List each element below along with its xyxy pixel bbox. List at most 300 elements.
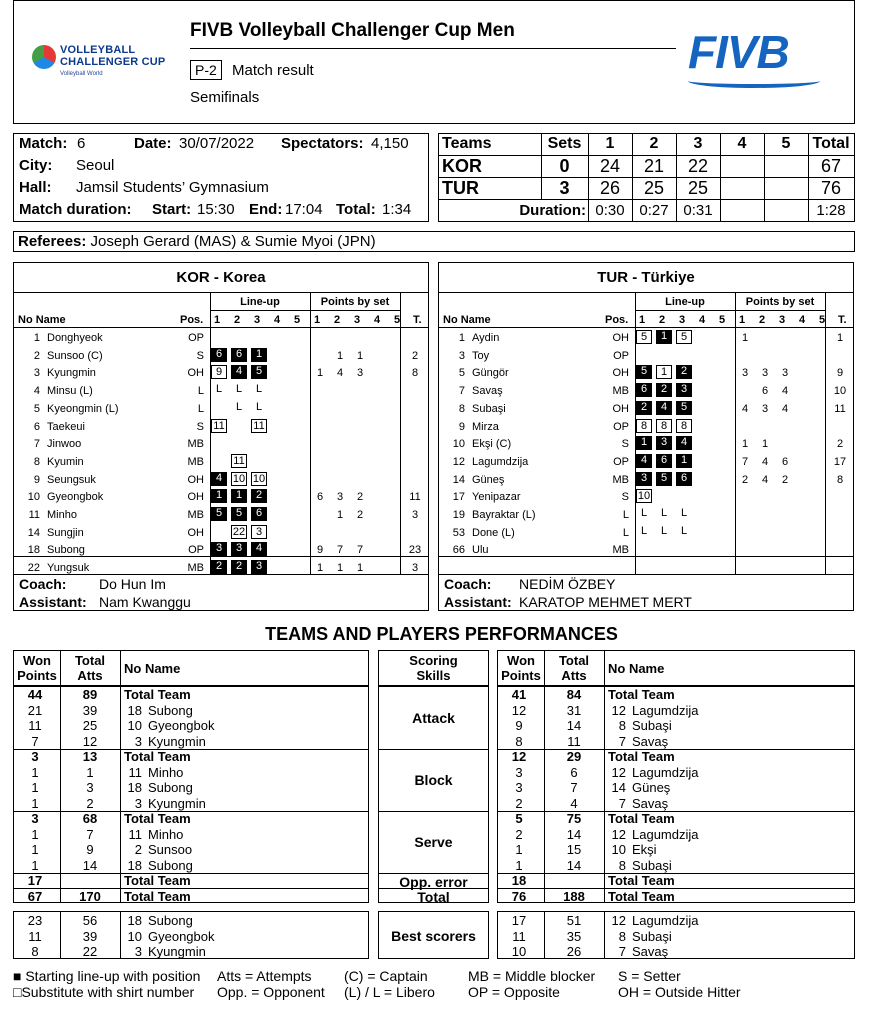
player-number: 8 <box>618 928 626 944</box>
total-points: 3 <box>411 562 419 575</box>
won-points: 18 <box>511 873 527 888</box>
total-points: 1 <box>836 332 844 344</box>
player-position: MB <box>612 385 629 398</box>
player-position: OP <box>188 544 204 557</box>
total-points: 2 <box>836 438 844 451</box>
player-name: Subong <box>148 857 193 873</box>
skill-label: Opp. error <box>399 874 468 890</box>
lineup-box: 11 <box>251 419 267 433</box>
total-atts: 31 <box>566 702 582 718</box>
set1-duration: 0:30 <box>595 202 625 219</box>
kor-best-scorers <box>13 911 369 959</box>
roster-hline <box>14 327 428 328</box>
kor-set1: 24 <box>599 156 621 176</box>
kor-total: 67 <box>820 156 842 176</box>
won-points: 3 <box>515 764 523 780</box>
won-points-header-2: Points <box>17 668 57 683</box>
roster-subline <box>635 310 825 311</box>
player-row <box>439 348 853 366</box>
total-team-label: Total Team <box>124 749 191 764</box>
player-row <box>14 472 428 490</box>
player-name: Gyeongbok <box>148 718 215 733</box>
player-position: S <box>196 420 204 433</box>
best-scorers-label-box <box>378 911 489 959</box>
tur-best-scorers <box>497 911 855 959</box>
player-number: 3 <box>134 733 142 749</box>
set-points: 3 <box>781 367 789 380</box>
lineup-box: 6 <box>636 383 652 397</box>
legend-atts: Atts = Attempts <box>217 968 312 984</box>
perf-hline <box>14 873 368 874</box>
player-row <box>14 401 428 419</box>
set-points: 1 <box>741 332 749 344</box>
won-points: 17 <box>27 873 43 888</box>
won-points: 5 <box>515 811 523 826</box>
player-number: 12 <box>611 913 626 928</box>
pos-header: Pos. <box>605 314 629 326</box>
lineup-box: 8 <box>636 419 652 433</box>
lineup-set-header: 2 <box>659 314 666 326</box>
player-position: OH <box>187 526 204 539</box>
player-number: 12 <box>611 826 626 842</box>
legend-libero: (L) / L = Libero <box>344 984 435 1000</box>
lineup-box: 8 <box>676 419 692 433</box>
lineup-box: 1 <box>656 330 672 344</box>
hall-value: Jamsil Students’ Gymnasium <box>76 179 269 196</box>
won-points: 2 <box>515 826 523 842</box>
player-name: Minsu (L) <box>47 385 93 398</box>
player-name: Subong <box>148 702 193 718</box>
lineup-box: L <box>215 383 223 396</box>
assistant-label: Assistant: <box>19 594 87 610</box>
player-number: 8 <box>458 402 465 415</box>
points-set-header: 4 <box>799 314 806 326</box>
set2-header: 2 <box>649 135 659 152</box>
roster-hline <box>439 327 853 328</box>
won-points: 1 <box>31 842 39 857</box>
player-position: OP <box>613 420 629 433</box>
set-points: 7 <box>336 544 344 557</box>
won-points: 11 <box>28 718 42 733</box>
legend-substitute: □Substitute with shirt number <box>13 984 195 1000</box>
player-number: 8 <box>33 455 40 468</box>
spectators-label: Spectators: <box>281 135 364 152</box>
roster-hline <box>439 574 853 575</box>
player-number: 14 <box>611 780 626 795</box>
legend-oh: OH = Outside Hitter <box>618 984 741 1000</box>
player-name: Mirza <box>472 420 499 433</box>
player-name: Subong <box>47 544 85 557</box>
city-value: Seoul <box>76 157 115 174</box>
total-header: Total <box>812 135 850 152</box>
player-position: OH <box>187 473 204 486</box>
legend-starting: ■ Starting line-up with position <box>13 968 201 984</box>
player-number: 18 <box>127 780 142 795</box>
set-points: 9 <box>316 544 324 557</box>
lineup-box: 22 <box>232 525 246 538</box>
duration-label: Duration: <box>519 202 586 219</box>
player-number: 12 <box>611 702 626 718</box>
total-atts: 2 <box>86 795 94 811</box>
lineup-box: 9 <box>211 365 227 379</box>
player-number: 10 <box>611 842 626 857</box>
player-number: 3 <box>134 795 142 811</box>
best-scorers-label: Best scorers <box>391 928 476 944</box>
set-points: 1 <box>356 349 364 362</box>
match-type: Match result <box>232 62 314 79</box>
match-code: P-2 <box>190 60 222 80</box>
player-number: 7 <box>618 944 626 959</box>
match-number: 6 <box>77 135 86 152</box>
lineup-header: Line-up <box>665 296 705 308</box>
set-points: 1 <box>336 562 344 575</box>
player-row <box>14 525 428 543</box>
best-points: 17 <box>511 913 527 928</box>
player-name: Ekşi <box>632 842 657 857</box>
best-vline <box>120 912 121 958</box>
player-name: Kyungmin <box>148 944 206 959</box>
lineup-box: 3 <box>676 383 692 397</box>
assistant-row <box>19 594 191 610</box>
player-name: Bayraktar (L) <box>472 509 536 521</box>
coach-label: Coach: <box>444 576 492 592</box>
total-team-label: Total Team <box>608 888 675 904</box>
match-label: Match: <box>19 135 68 152</box>
lineup-box: 5 <box>636 365 652 379</box>
coach-name: NEDİM ÖZBEY <box>519 576 616 592</box>
total-atts-header-2: Atts <box>77 668 103 683</box>
player-name: Subong <box>148 780 193 795</box>
total-points: 23 <box>408 544 422 557</box>
kor-performance-table <box>13 650 369 903</box>
duration-label: Match duration: <box>19 201 132 218</box>
best-atts: 26 <box>566 944 582 959</box>
player-name: Kyungmin <box>148 733 206 749</box>
info-row-1 <box>19 135 409 152</box>
legend-captain: (C) = Captain <box>344 968 428 984</box>
player-number: 18 <box>27 544 40 557</box>
total-points-header: T. <box>413 314 422 326</box>
total-team-label: Total Team <box>124 811 191 826</box>
total-team-label: Total Team <box>608 687 675 702</box>
won-points: 41 <box>511 687 527 702</box>
tur-performance-table <box>497 650 855 903</box>
referees-label: Referees: <box>18 233 87 250</box>
legend-opp: Opp. = Opponent <box>217 984 325 1000</box>
lineup-box: 1 <box>636 436 652 450</box>
points-set-header: 1 <box>314 314 321 326</box>
player-name: Sunsoo (C) <box>47 349 103 362</box>
player-name: Savaş <box>632 944 669 959</box>
assistant-row <box>444 594 692 610</box>
player-position: L <box>197 385 204 398</box>
player-name: Güneş <box>632 780 671 795</box>
lineup-box: L <box>255 400 263 413</box>
player-number: 7 <box>33 438 40 451</box>
set-points: 2 <box>356 509 364 521</box>
lineup-box: L <box>660 507 668 519</box>
player-name: Minho <box>148 826 184 842</box>
player-number: 14 <box>452 473 465 486</box>
lineup-set-header: 1 <box>214 314 221 326</box>
logo-text-1: VOLLEYBALL <box>60 44 136 56</box>
points-set-header: 3 <box>779 314 786 326</box>
set-points: 1 <box>336 349 344 362</box>
points-by-set-header: Points by set <box>745 296 815 308</box>
total-atts: 89 <box>82 687 98 702</box>
lineup-box: 2 <box>251 489 267 503</box>
player-number: 3 <box>134 944 142 959</box>
player-number: 11 <box>128 826 142 842</box>
player-row <box>439 489 853 507</box>
player-number: 12 <box>611 764 626 780</box>
end-label: End: <box>249 201 283 218</box>
challenger-cup-logo <box>32 42 182 82</box>
player-number: 18 <box>127 913 142 928</box>
total-atts-header-1: Total <box>558 653 590 668</box>
player-name: Güneş <box>472 473 505 486</box>
volleyball-icon <box>32 45 56 69</box>
kor-sets: 0 <box>559 156 570 176</box>
lineup-set-header: 4 <box>274 314 281 326</box>
lineup-box: L <box>640 507 648 519</box>
points-set-header: 3 <box>354 314 361 326</box>
set-points: 6 <box>781 455 789 468</box>
player-row <box>14 542 428 560</box>
coach-row <box>444 576 616 592</box>
pos-header: Pos. <box>180 314 204 326</box>
won-points: 1 <box>31 857 39 873</box>
total-points: 3 <box>411 509 419 521</box>
player-row <box>14 383 428 401</box>
total-atts: 39 <box>82 702 98 718</box>
player-name: Kyumin <box>47 455 84 468</box>
player-row <box>14 348 428 366</box>
player-row <box>439 365 853 383</box>
lineup-box: 6 <box>251 507 267 521</box>
set-points: 2 <box>741 473 749 486</box>
fivb-logo-text: FIVB <box>688 26 789 78</box>
player-name: Lagumdzija <box>632 702 699 718</box>
won-points: 1 <box>31 780 39 795</box>
lineup-box: L <box>680 524 688 537</box>
player-name: Subaşi <box>632 857 672 873</box>
teams-header: Teams <box>442 135 492 152</box>
player-position: L <box>622 526 629 539</box>
total-team-label: Total Team <box>124 873 191 888</box>
perf-hline <box>498 873 854 874</box>
player-name: Lagumdzija <box>632 913 699 928</box>
lineup-box: 6 <box>676 472 692 486</box>
player-name: Sungjin <box>47 526 84 539</box>
lineup-set-header: 3 <box>679 314 686 326</box>
lineup-box: 6 <box>656 454 672 468</box>
set-points: 1 <box>741 438 749 451</box>
player-name: Subaşi <box>472 402 506 415</box>
player-position: OP <box>613 349 629 362</box>
lineup-box: 1 <box>656 365 672 379</box>
player-name: Lagumdzija <box>632 826 699 842</box>
referees-names: Joseph Gerard (MAS) & Sumie Myoi (JPN) <box>90 233 376 250</box>
points-set-header: 5 <box>819 314 826 326</box>
player-position: L <box>197 402 204 415</box>
lineup-box: 4 <box>211 472 227 486</box>
player-name: Donghyeok <box>47 332 103 344</box>
set-points: 1 <box>316 367 324 380</box>
lineup-box: 4 <box>676 436 692 450</box>
perf-vline <box>120 651 121 902</box>
set-points: 2 <box>781 473 789 486</box>
player-number: 8 <box>618 857 626 873</box>
lineup-set-header: 2 <box>234 314 241 326</box>
best-points: 11 <box>28 928 42 944</box>
total-points: 11 <box>409 491 421 504</box>
player-name: Lagumdzija <box>632 764 699 780</box>
assistant-name: Nam Kwanggu <box>99 594 191 610</box>
player-number: 1 <box>33 332 40 344</box>
set3-duration: 0:31 <box>683 202 713 219</box>
lineup-box: 8 <box>656 419 672 433</box>
points-set-header: 2 <box>759 314 766 326</box>
total-team-label: Total Team <box>608 749 675 764</box>
best-atts: 22 <box>82 944 98 959</box>
best-points: 8 <box>31 944 39 959</box>
player-row <box>439 542 853 560</box>
player-row <box>14 330 428 348</box>
player-position: OP <box>188 332 204 344</box>
player-name: Savaş <box>472 385 503 398</box>
best-atts: 56 <box>82 913 98 928</box>
coach-name: Do Hun Im <box>99 576 166 592</box>
player-number: 18 <box>127 857 142 873</box>
total-atts: 25 <box>82 718 98 733</box>
total-value: 1:34 <box>382 201 412 218</box>
set-points: 1 <box>761 438 769 451</box>
lineup-box: 4 <box>636 454 652 468</box>
lineup-box: L <box>235 400 243 413</box>
won-points: 1 <box>515 857 523 873</box>
player-position: S <box>196 349 204 362</box>
player-position: MB <box>612 473 629 486</box>
player-row <box>439 436 853 454</box>
city-label: City: <box>19 157 53 174</box>
total-atts: 12 <box>82 733 98 749</box>
roster-subline <box>210 310 400 311</box>
player-row <box>439 383 853 401</box>
lineup-box: 2 <box>636 401 652 415</box>
legend-setter: S = Setter <box>618 968 681 984</box>
lineup-box: 5 <box>656 472 672 486</box>
set-points: 4 <box>781 385 789 398</box>
total-points-header: T. <box>838 314 847 326</box>
player-name: Lagumdzija <box>472 455 529 468</box>
set-points: 2 <box>356 491 364 504</box>
player-position: OH <box>612 367 629 380</box>
player-name: Gyeongbok <box>47 491 104 504</box>
start-label: Start: <box>152 201 192 218</box>
sets-header: Sets <box>547 135 582 152</box>
fivb-logo <box>688 26 820 98</box>
lineup-box: 10 <box>232 472 246 485</box>
total-atts: 3 <box>86 780 94 795</box>
player-name: Minho <box>148 764 184 780</box>
lineup-box: L <box>235 383 243 396</box>
lineup-box: 2 <box>231 560 247 574</box>
tur-set3: 25 <box>687 178 709 198</box>
player-name: Yungsuk <box>47 562 90 575</box>
lineup-box: 3 <box>656 436 672 450</box>
total-atts-header-2: Atts <box>561 668 587 683</box>
player-name: Savaş <box>632 733 669 749</box>
total-label: Total: <box>336 201 376 218</box>
lineup-box: 3 <box>636 472 652 486</box>
lineup-box: 1 <box>676 454 692 468</box>
player-name: Minho <box>47 509 77 521</box>
total-points: 9 <box>836 367 844 380</box>
set-points: 6 <box>316 491 324 504</box>
kor-set2: 21 <box>643 156 665 176</box>
set-points: 7 <box>741 455 749 468</box>
won-points: 1 <box>31 826 39 842</box>
player-name: Kyungmin <box>148 795 206 811</box>
total-atts: 170 <box>79 888 101 904</box>
total-atts: 11 <box>567 733 581 749</box>
player-name: Aydin <box>472 332 500 344</box>
lineup-box: 4 <box>251 542 267 556</box>
player-row <box>439 525 853 543</box>
player-position: MB <box>612 544 629 557</box>
player-number: 10 <box>127 928 142 944</box>
set3-header: 3 <box>693 135 703 152</box>
total-atts: 29 <box>566 749 582 764</box>
player-row <box>14 365 428 383</box>
no-name-header: No Name <box>443 314 491 326</box>
set-points: 1 <box>356 562 364 575</box>
set1-header: 1 <box>605 135 615 152</box>
won-points: 3 <box>31 749 39 764</box>
player-name: Ekşi (C) <box>472 438 512 451</box>
lineup-box: 4 <box>656 401 672 415</box>
date-value: 30/07/2022 <box>179 135 255 152</box>
best-points: 11 <box>512 928 526 944</box>
match-info-box <box>13 133 429 222</box>
total-atts: 14 <box>566 826 582 842</box>
best-points: 10 <box>511 944 527 959</box>
player-position: S <box>621 438 629 451</box>
player-number: 2 <box>134 842 142 857</box>
fivb-swoosh <box>688 74 820 88</box>
player-number: 4 <box>33 385 40 398</box>
player-number: 7 <box>618 795 626 811</box>
start-value: 15:30 <box>197 201 235 218</box>
player-number: 7 <box>618 733 626 749</box>
total-duration: 1:28 <box>816 202 846 219</box>
lineup-set-header: 3 <box>254 314 261 326</box>
lineup-box: 11 <box>211 419 227 433</box>
player-number: 10 <box>127 718 142 733</box>
total-team-label: Total Team <box>608 873 675 888</box>
player-number: 22 <box>27 562 40 575</box>
lineup-box: 3 <box>211 542 227 556</box>
player-name: Subaşi <box>632 718 672 733</box>
lineup-set-header: 5 <box>719 314 726 326</box>
points-set-header: 5 <box>394 314 401 326</box>
player-number: 17 <box>452 491 465 504</box>
total-atts: 15 <box>566 842 582 857</box>
player-position: OH <box>187 367 204 380</box>
lineup-box: 1 <box>251 348 267 362</box>
player-number: 5 <box>458 367 465 380</box>
